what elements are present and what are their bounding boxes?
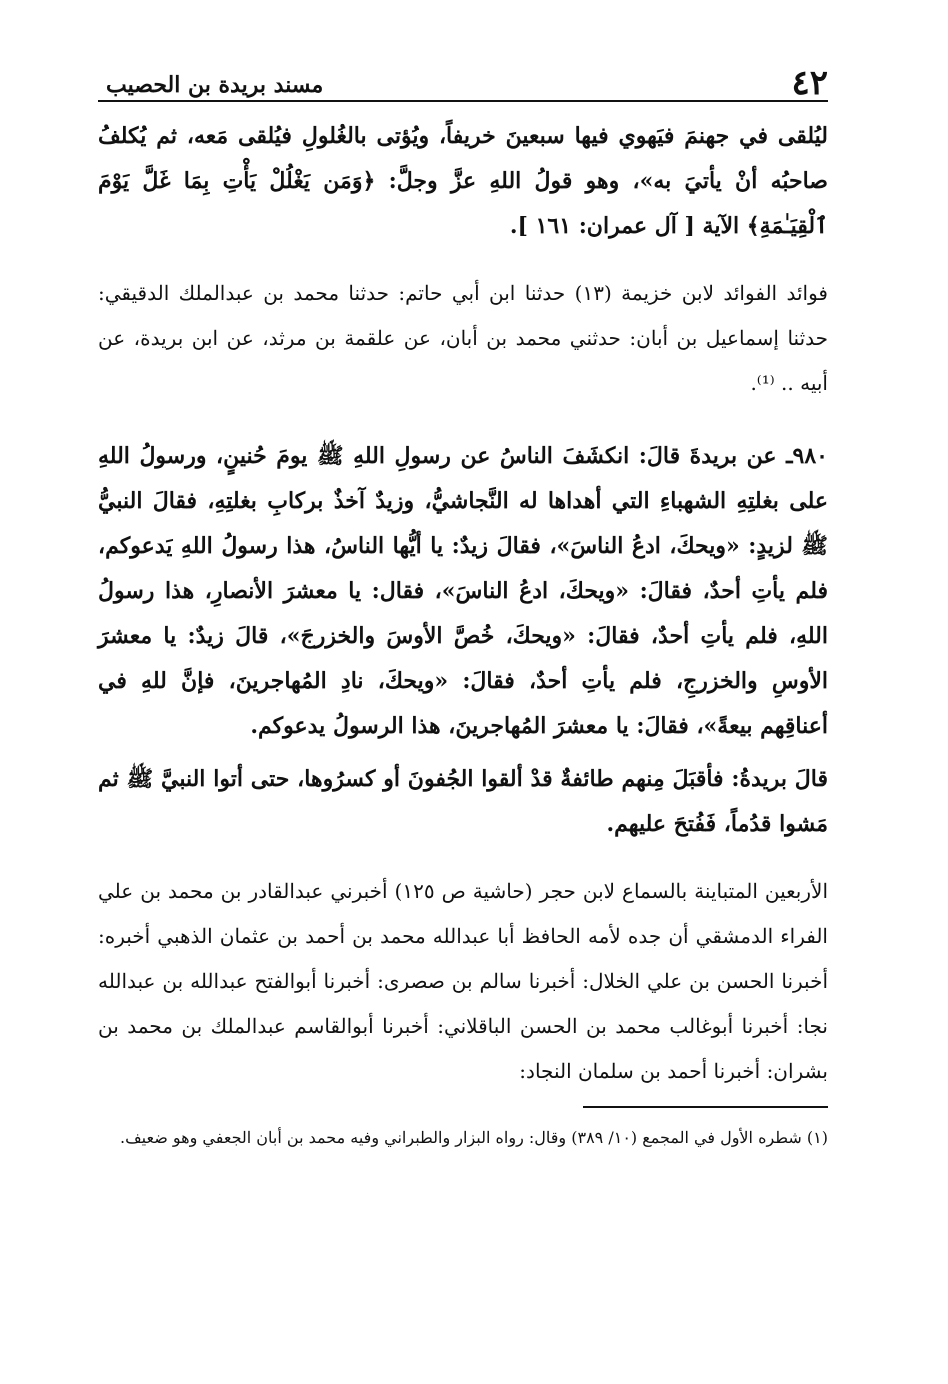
footnote-1: (١) شطره الأول في المجمع (١٠/ ٣٨٩) وقال: رواه البزار والطبراني وفيه محمد بن أبان الجعفي وهو ضعيف. [120, 1128, 828, 1147]
narrator-paragraph: قالَ بريدةُ: فأقبَلَ مِنهم طائفةٌ قدْ ألقوا الجُفونَ أو كسرُوها، حتى أتوا النبيَّ ﷺ ثم مَشوا قدُماً، فَفُتحَ عليهم. [98, 766, 828, 837]
header-divider [98, 100, 828, 102]
hadith-980-paragraph: ٩٨٠ـ عن بريدةَ قالَ: انكشَفَ الناسُ عن رسولِ اللهِ ﷺ يومَ حُنينٍ، ورسولُ اللهِ على بغلتِهِ الشهباءِ التي أهداها له النَّجاشيُّ، وزيدٌ آخذٌ بركابِ بغلتِهِ، فقالَ النبيُّ ﷺ لزيدٍ: «ويحكَ، ادعُ الناسَ»، فقالَ زيدٌ: يا أيُّها الناسُ، هذا رسولُ اللهِ يَدعوكم، فلم يأتِ أحدٌ، فقالَ: «ويحكَ، ادعُ الناسَ»، فقال: يا معشرَ الأنصارِ، هذا رسولُ اللهِ، فلم يأتِ أحدٌ، فقالَ: «ويحكَ، خُصَّ الأوسَ والخزرجَ»، قالَ زيدٌ: يا معشرَ الأوسِ والخزرجِ، فلم يأتِ أحدٌ، فقالَ: «ويحكَ، نادِ المُهاجرينَ، فإنَّ للهِ في أعناقِهم بيعةً»، فقالَ: يا معشرَ المُهاجرينَ، هذا الرسولُ يدعوكم. [98, 443, 828, 739]
page-header [98, 60, 828, 106]
source-paragraph: فوائد الفوائد لابن خزيمة (١٣) حدثنا ابن أبي حاتم: حدثنا محمد بن عبدالملك الدقيقي: حدثنا إسماعيل بن أبان: حدثني محمد بن أبان، عن علقمة بن مرثد، عن ابن بريدة، عن أبيه .. ⁽¹⁾. [98, 281, 828, 395]
hadith-continuation-paragraph: ليُلقى في جهنمَ فيَهوي فيها سبعينَ خريفاً، ويُؤتى بالغُلولِ فيُلقى مَعه، ثم يُكلفُ صاحبُه أنْ يأتيَ به»، وهو قولُ اللهِ عزَّ وجلَّ: ﴿وَمَن يَغْلُلْ يَأْتِ بِمَا غَلَّ يَوْمَ ٱلْقِيَـٰمَةِ﴾ الآية [ آل عمران: ١٦١ ]. [98, 123, 828, 239]
chain-of-narration-paragraph: الأربعين المتباينة بالسماع لابن حجر (حاشية ص ١٢٥) أخبرني عبدالقادر بن محمد بن علي الفراء الدمشقي أن جده لأمه الحافظ أبا عبدالله محمد بن أحمد بن عثمان الذهبي أخبره: أخبرنا الحسن بن علي الخلال: أخبرنا سالم بن صصرى: أخبرنا أبوالفتح عبدالله بن عبدالله نجا: أخبرنا أبوغالب محمد بن الحسن الباقلاني: أخبرنا أبوالقاسم عبدالملك بن محمد بن بشران: أخبرنا أحمد بن سلمان النجاد: [98, 879, 828, 1083]
page-number: ٤٢ [791, 63, 828, 103]
running-title: مسند بريدة بن الحصيب [106, 72, 324, 98]
footnote-divider [583, 1106, 828, 1108]
book-page [98, 60, 828, 1154]
